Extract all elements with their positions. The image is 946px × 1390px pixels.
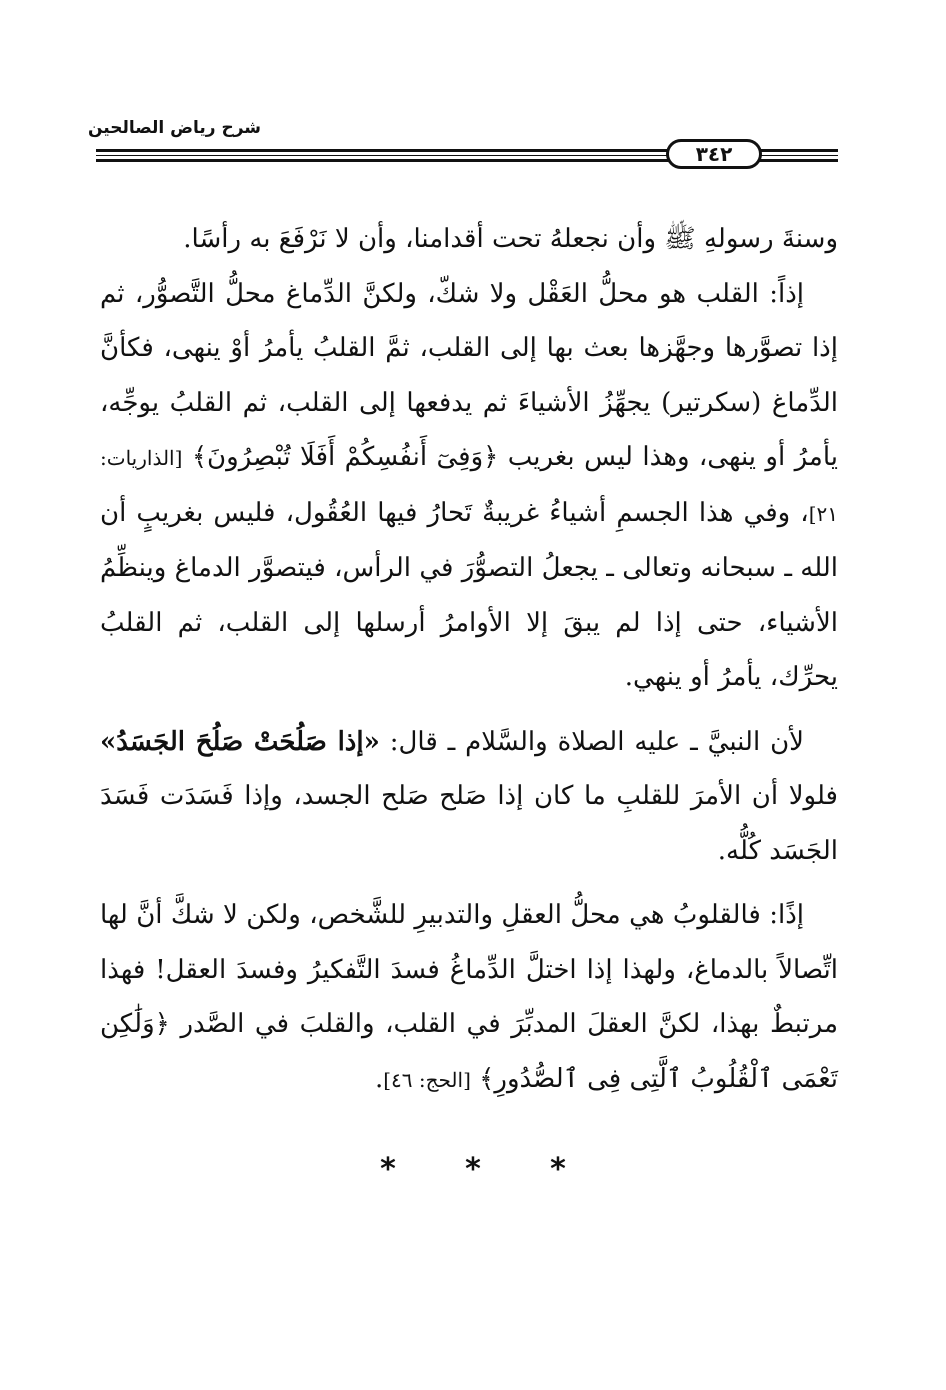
paragraph-3 [100, 715, 838, 879]
asterisk: * [380, 1152, 396, 1187]
paragraph-3-lead: لأن النبيَّ ـ عليه الصلاة والسَّلام ـ قال: [389, 726, 804, 757]
paragraph-1: وسنةَ رسولهِ ﷺ وأن نجعلهُ تحت أقدامنا، وأن لا نَرْفَعَ به رأسًا. [183, 224, 838, 254]
body-text [100, 212, 838, 1107]
paragraph-3-continuation: فلولا أن الأمرَ للقلبِ ما كان إذا صَلح صَلح الجسد، وإذا فَسَدَت فَسَدَ الجَسَد كُلُّه. [100, 781, 838, 866]
paragraph-2-text: إذاً: القلب هو محلُّ العَقْل ولا شكّ، ولكنَّ الدِّماغ محلُّ التَّصوُّر، ثم إذا تصوَّرها وجهَّزها بعث بها إلى القلب، ثمَّ القلبُ يأمرُ أوْ ينهى، فكأنَّ الدِّماغ (سكرتير) يجهِّزُ الأشياءَ ثم يدفعها إلى القلب، ثم القلبُ يوجِّه، يأمرُ أو ينهى، وهذا ليس بغريب [100, 278, 839, 472]
paragraph-2 [100, 267, 838, 705]
quran-verse: ﴿وَفِىٓ أَنفُسِكُمْ أَفَلَا تُبْصِرُونَ﴾ [191, 442, 499, 472]
verse-reference: [الحج: ٤٦] [383, 1067, 471, 1092]
paragraph-4 [100, 888, 838, 1107]
asterisk: * [465, 1152, 481, 1187]
paragraph-4-text: إذًا: فالقلوبُ هي محلُّ العقلِ والتدبيرِ للشَّخص، ولكن لا شكَّ أنَّ لها اتِّصالاً بالدماغ، ولهذا إذا اختلَّ الدِّماغُ فسدَ التَّفكيرُ وفسدَ العقل! فهذا مرتبطٌ بهذا، لكنَّ العقلَ المدبِّرَ في القلب، والقلبَ في الصَّدر [100, 900, 839, 1039]
verse-reference: [الذاريات: ٢١] [100, 446, 838, 526]
quran-verse: ﴿وَلَٰكِن تَعْمَى ٱلْقُلُوبُ ٱلَّتِى فِى ٱلصُّدُورِ﴾ [100, 1009, 838, 1094]
hadith-quote: «إذا صَلُحَتْ صَلُحَ الجَسَدُ» [100, 726, 380, 757]
running-title: شرح رياض الصالحين [88, 118, 262, 138]
page-number: ٣٤٢ [666, 139, 762, 169]
paragraph-4-end: . [374, 1063, 384, 1094]
paragraph-2-continuation: ، وفي هذا الجسمِ أشياءُ غريبةٌ تَحارُ فيها العُقُول، فليس بغريبٍ أن الله ـ سبحانه وتعالى ـ يجعلُ التصوُّرَ في الرأس، فيتصوَّر الدماغ وينظِّمُ الأشياء، حتى إذا لم يبقَ إلا الأوامرُ أرسلها إلى القلب، ثم القلبُ يحرِّك، يأمرُ أو ينهي. [100, 497, 838, 692]
section-break [373, 1152, 573, 1188]
asterisk: * [550, 1152, 566, 1187]
